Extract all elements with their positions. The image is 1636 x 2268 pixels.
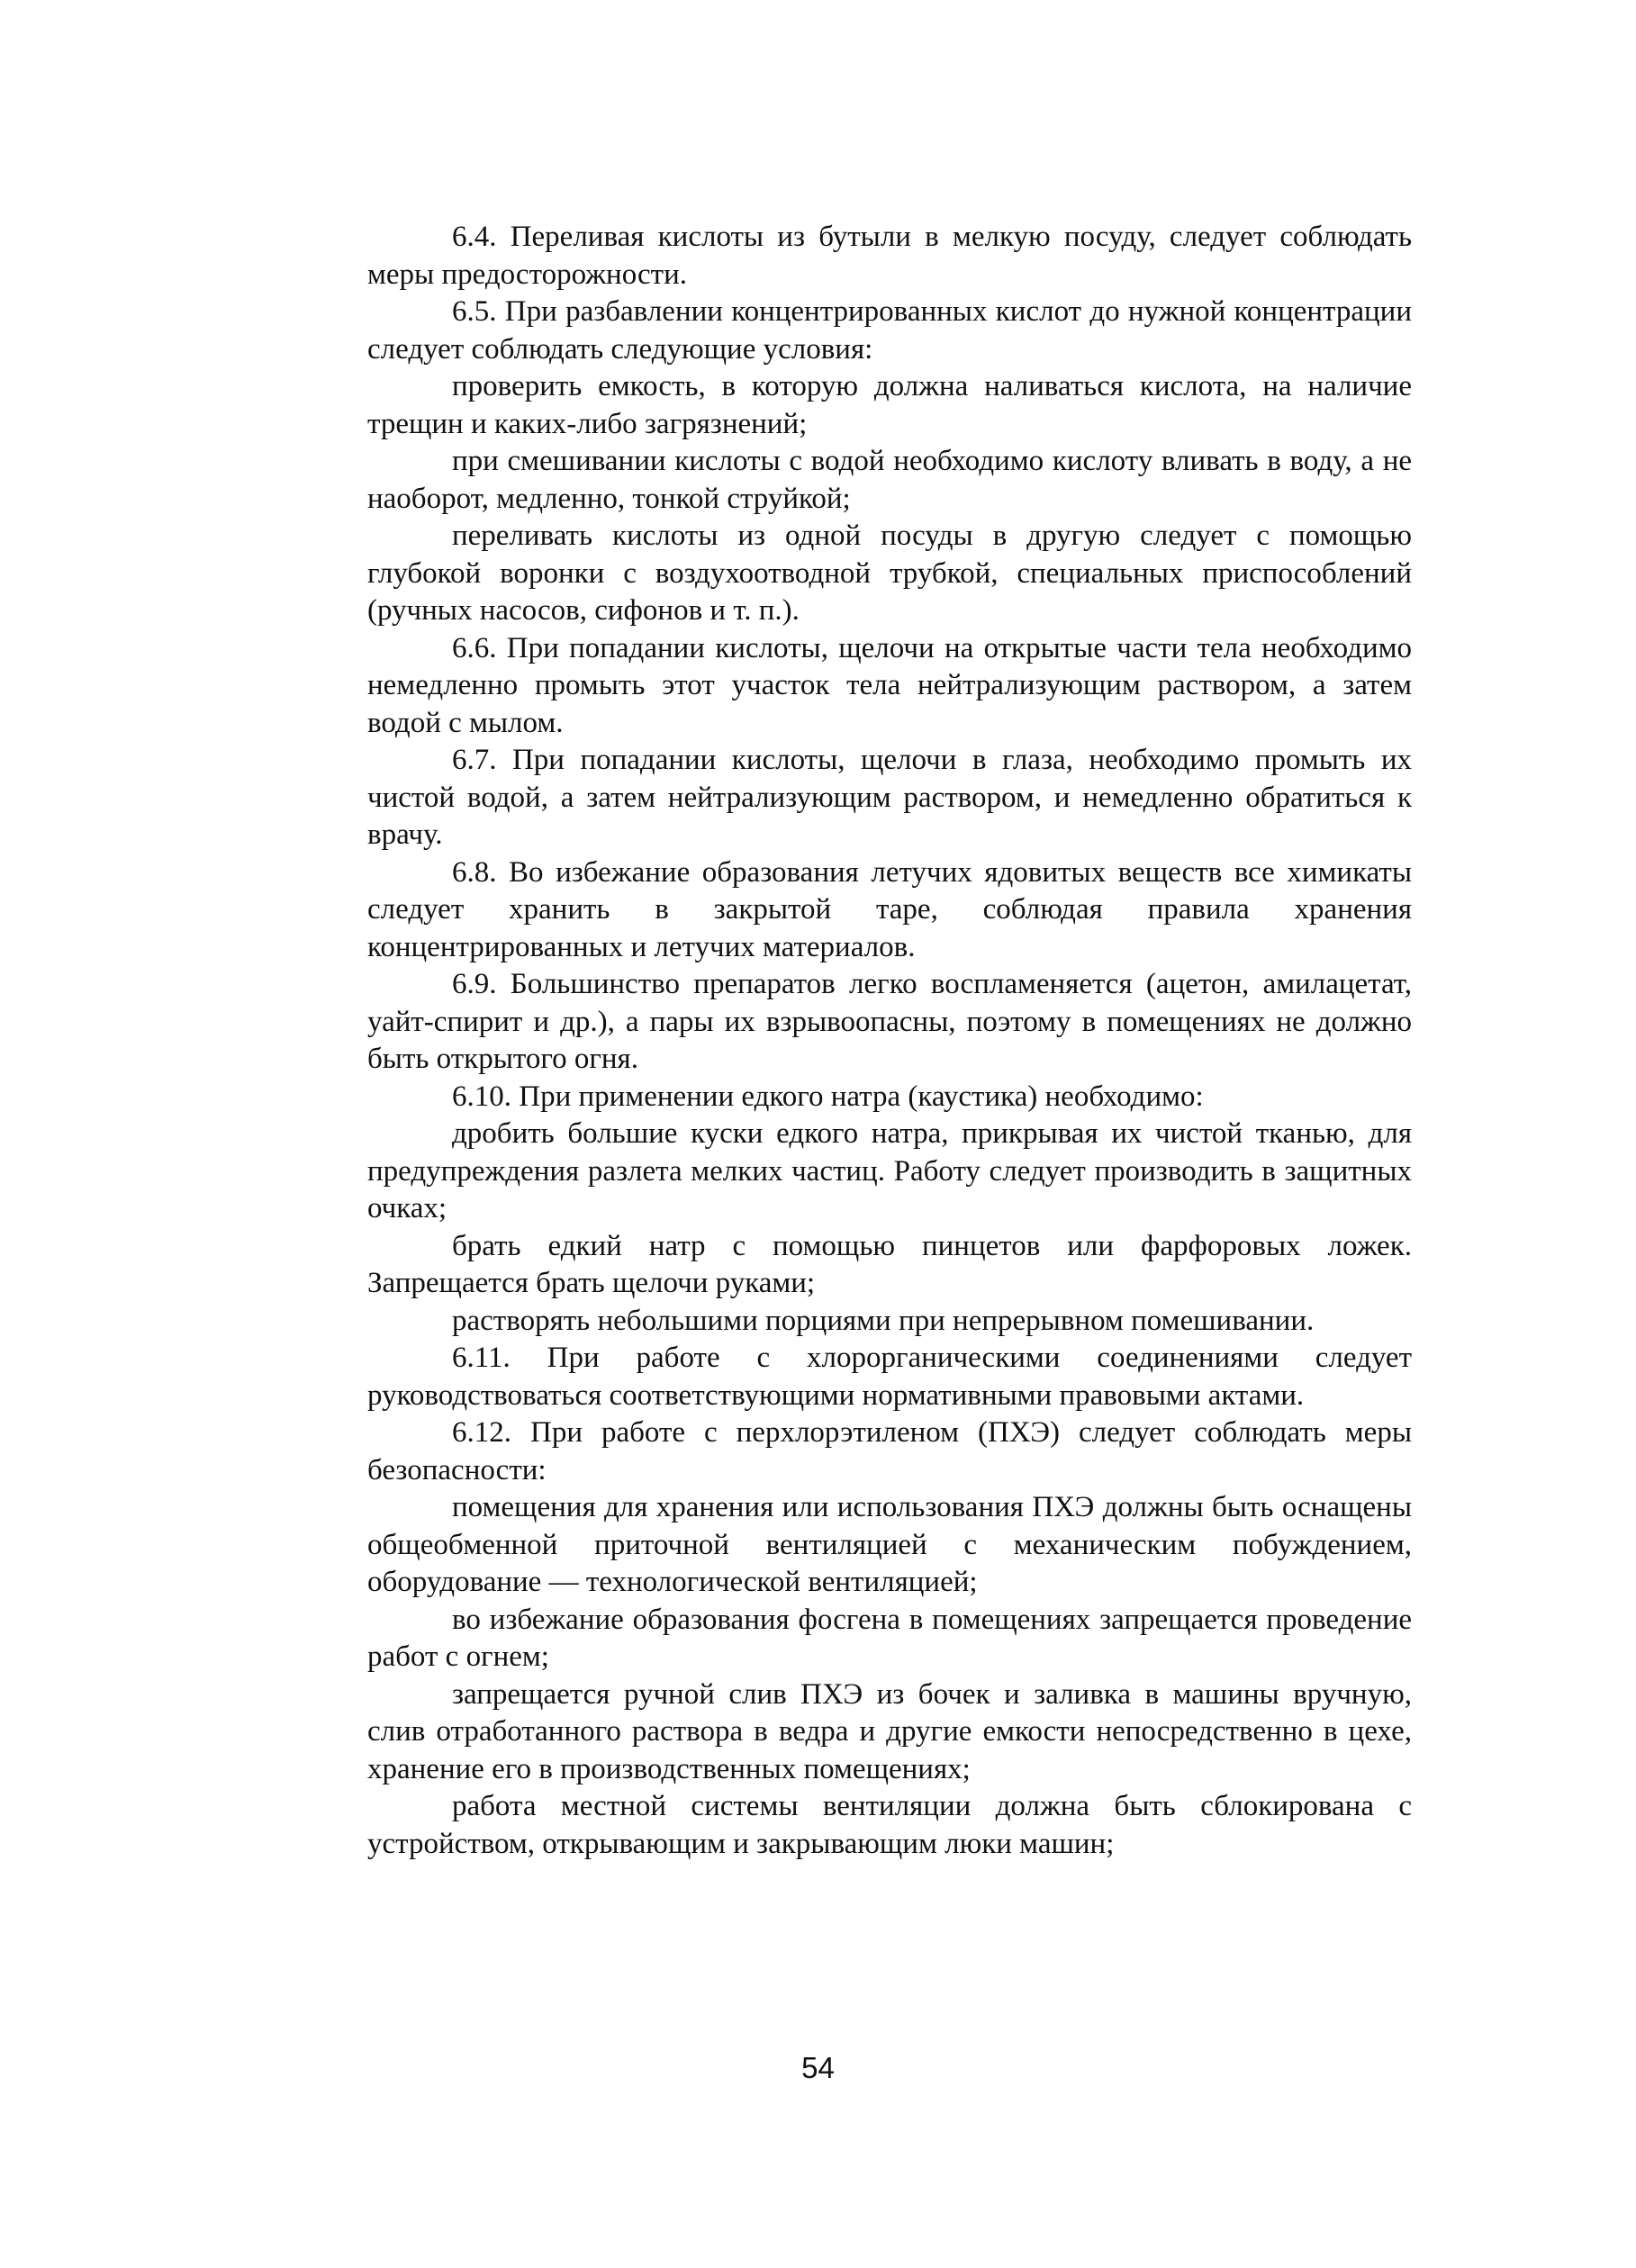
paragraph-6-4: 6.4. Переливая кислоты из бутыли в мелкую посуду, следует соблюдать меры предосторожности.: [367, 221, 1412, 291]
list-item: работа местной системы вентиляции должна быть сблокирована с устройством, открывающим и закрывающим люки машин;: [367, 1790, 1412, 1860]
paragraph-6-12: 6.12. При работе с перхлорэтиленом (ПХЭ) следует соблюдать меры безопасности:: [367, 1416, 1412, 1486]
paragraph-6-6: 6.6. При попадании кислоты, щелочи на открытые части тела необходимо немедленно промыть этот участок тела нейтрализующим раствором, а затем водой с мылом.: [367, 631, 1412, 739]
list-item: во избежание образования фосгена в помещениях запрещается проведение работ с огнем;: [367, 1603, 1412, 1673]
paragraph-6-7: 6.7. При попадании кислоты, щелочи в глаза, необходимо промыть их чистой водой, а затем нейтрализующим раствором, и немедленно обратиться к врачу.: [367, 744, 1412, 851]
paragraph-6-10: 6.10. При применении едкого натра (каустика) необходимо:: [452, 1080, 1204, 1113]
list-item: запрещается ручной слив ПХЭ из бочек и заливка в машины вручную, слив отработанного раствора в ведра и другие емкости непосредственно в цехе, хранение его в производственных помещениях;: [367, 1677, 1412, 1785]
paragraph-6-9: 6.9. Большинство препаратов легко воспламеняется (ацетон, амилацетат, уайт-спирит и др.), а пары их взрывоопасны, поэтому в помещениях не должно быть открытого огня.: [367, 968, 1412, 1075]
body-text: [367, 219, 1412, 1863]
list-item: брать едкий натр с помощью пинцетов или фарфоровых ложек. Запрещается брать щелочи руками;: [367, 1229, 1412, 1299]
list-item: растворять небольшими порциями при непрерывном помешивании.: [452, 1304, 1315, 1337]
list-item: проверить емкость, в которую должна наливаться кислота, на наличие трещин и каких-либо загрязнений;: [367, 370, 1412, 440]
paragraph-6-8: 6.8. Во избежание образования летучих ядовитых веществ все химикаты следует хранить в закрытой таре, соблюдая правила хранения концентрированных и летучих материалов.: [367, 855, 1412, 963]
paragraph-6-5: 6.5. При разбавлении концентрированных кислот до нужной концентрации следует соблюдать следующие условия:: [367, 295, 1412, 366]
list-item: переливать кислоты из одной посуды в другую следует с помощью глубокой воронки с воздухоотводной трубкой, специальных приспособлений (ручных насосов, сифонов и т. п.).: [367, 520, 1412, 627]
paragraph-6-11: 6.11. При работе с хлорорганическими соединениями следует руководствоваться соответствующими нормативными правовыми актами.: [367, 1342, 1412, 1412]
page-number: 54: [801, 2051, 835, 2084]
list-item: при смешивании кислоты с водой необходимо кислоту вливать в воду, а не наоборот, медленно, тонкой струйкой;: [367, 445, 1412, 515]
list-item: помещения для хранения или использования ПХЭ должны быть оснащены общеобменной приточной вентиляцией с механическим побуждением, оборудование — технологической вентиляцией;: [367, 1491, 1412, 1598]
list-item: дробить большие куски едкого натра, прикрывая их чистой тканью, для предупреждения разлета мелких частиц. Работу следует производить в защитных очках;: [367, 1117, 1412, 1224]
